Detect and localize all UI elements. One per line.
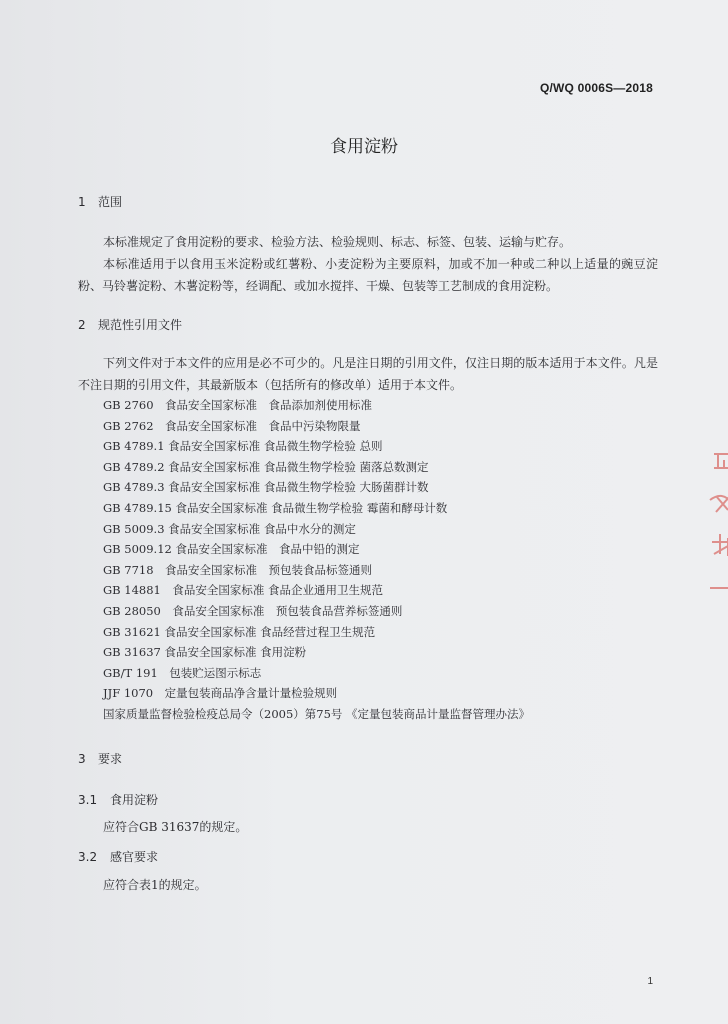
section-title: 感官要求 xyxy=(110,850,159,864)
reference-item: 国家质量监督检验检疫总局令（2005）第75号 《定量包装商品计量监督管理办法》 xyxy=(103,706,531,721)
references-intro: 下列文件对于本文件的应用是必不可少的。凡是注日期的引用文件，仅注日期的版本适用于本文件。凡是不注日期的引用文件，其最新版本（包括所有的修改单）适用于本文件。 xyxy=(78,356,658,392)
scope-paragraph-1: 本标准规定了食用淀粉的要求、检验方法、检验规则、标志、标签、包装、运输与贮存。 xyxy=(103,235,572,249)
reference-item: GB 31637 食品安全国家标准 食用淀粉 xyxy=(103,645,307,660)
reference-item: GB 4789.1 食品安全国家标准 食品微生物学检验 总则 xyxy=(103,439,383,454)
references-list xyxy=(103,395,530,725)
section-title: 要求 xyxy=(98,752,123,766)
reference-item: GB/T 191 包装贮运图示标志 xyxy=(103,665,262,680)
red-seal-stamp xyxy=(704,442,728,602)
section-3-2-heading xyxy=(78,848,158,865)
reference-item: GB 28050 食品安全国家标准 预包装食品营养标签通则 xyxy=(103,603,403,618)
reference-item: GB 4789.15 食品安全国家标准 食品微生物学检验 霉菌和酵母计数 xyxy=(103,500,448,515)
section-number: 3.1 xyxy=(78,793,98,807)
scope-paragraph-2: 本标准适用于以食用玉米淀粉或红薯粉、小麦淀粉为主要原料，加或不加一种或二种以上适量的豌豆淀粉、马铃薯淀粉、木薯淀粉等，经调配、或加水搅拌、干燥、包装等工艺制成的食用淀粉。 xyxy=(78,257,658,293)
section-title: 规范性引用文件 xyxy=(98,318,183,332)
reference-item: GB 2760 食品安全国家标准 食品添加剂使用标准 xyxy=(103,398,373,412)
section-3-heading xyxy=(78,750,122,767)
section-2-heading xyxy=(78,316,182,333)
section-number: 3 xyxy=(78,752,86,766)
section-number: 2 xyxy=(78,318,86,332)
reference-item: GB 5009.3 食品安全国家标准 食品中水分的测定 xyxy=(103,521,356,536)
reference-item: GB 7718 食品安全国家标准 预包装食品标签通则 xyxy=(103,562,373,577)
section-title: 范围 xyxy=(98,195,123,209)
section-1-heading xyxy=(78,193,122,210)
document-title: 食用淀粉 xyxy=(330,137,398,157)
reference-item: JJF 1070 定量包装商品净含量计量检验规则 xyxy=(103,686,338,701)
section-3-2-text: 应符合表1的规定。 xyxy=(103,878,207,892)
section-title: 食用淀粉 xyxy=(110,793,159,807)
reference-item: GB 31621 食品安全国家标准 食品经营过程卫生规范 xyxy=(103,624,376,639)
reference-item: GB 2762 食品安全国家标准 食品中污染物限量 xyxy=(103,418,361,433)
section-number: 3.2 xyxy=(78,850,98,864)
page-number: 1 xyxy=(647,976,653,987)
section-3-1-text: 应符合GB 31637的规定。 xyxy=(103,820,248,834)
reference-item: GB 14881 食品安全国家标准 食品企业通用卫生规范 xyxy=(103,583,384,598)
reference-item: GB 5009.12 食品安全国家标准 食品中铅的测定 xyxy=(103,542,360,557)
reference-item: GB 4789.3 食品安全国家标准 食品微生物学检验 大肠菌群计数 xyxy=(103,480,429,495)
reference-item: GB 4789.2 食品安全国家标准 食品微生物学检验 菌落总数测定 xyxy=(103,459,429,474)
section-3-1-heading xyxy=(78,791,158,808)
document-number: Q/WQ 0006S—2018 xyxy=(539,81,653,95)
section-number: 1 xyxy=(78,195,86,209)
